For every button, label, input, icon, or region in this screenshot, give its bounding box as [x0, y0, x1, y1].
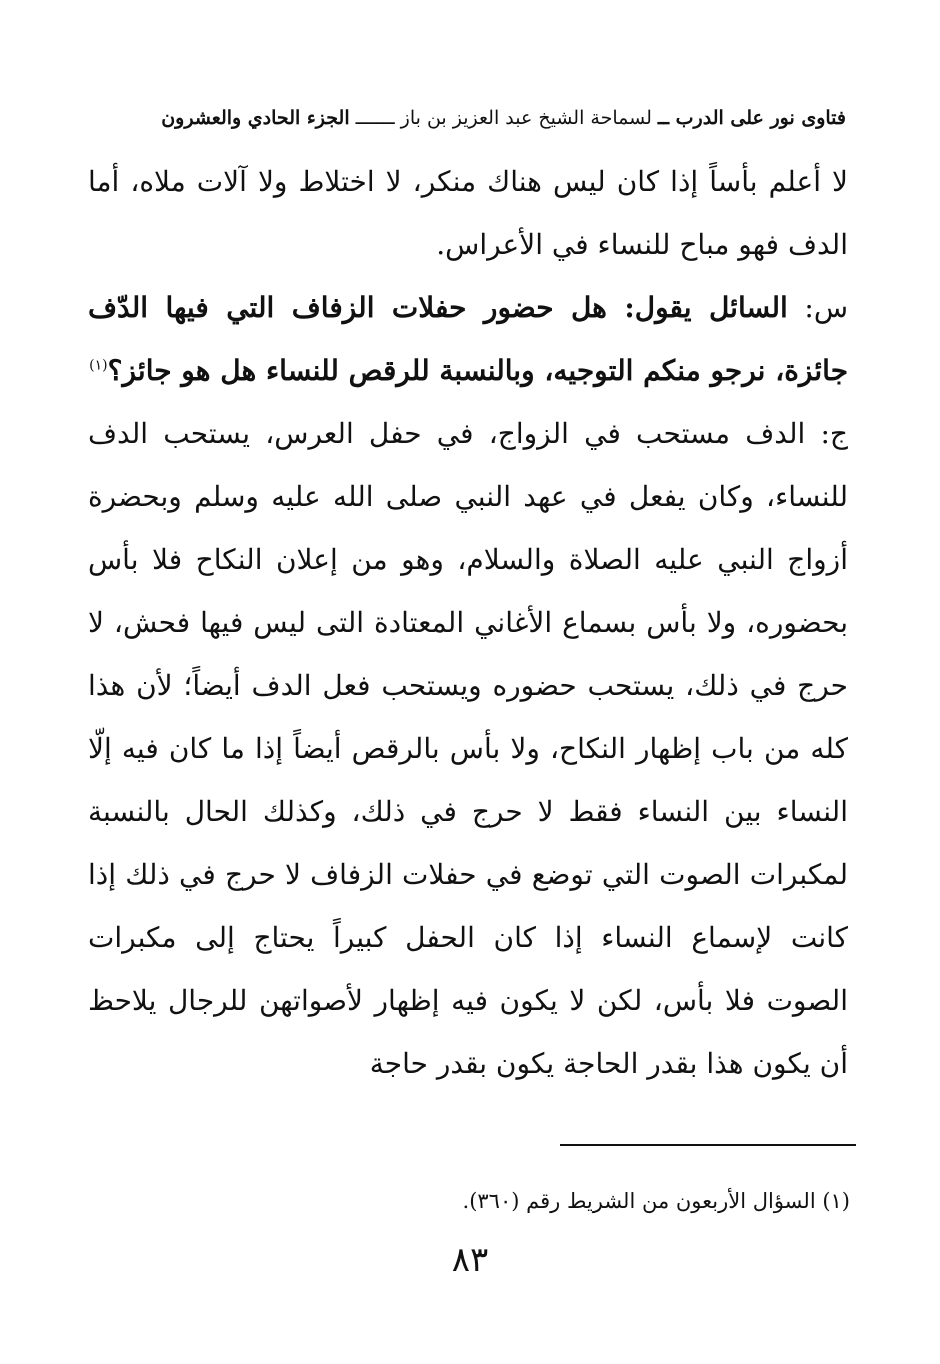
page-number: ٨٣	[451, 1240, 489, 1280]
running-header	[90, 104, 846, 132]
header-part: الجزء الحادي والعشرون	[161, 107, 350, 129]
footnote-divider	[560, 1144, 856, 1146]
footnote-reference: (١)	[89, 357, 108, 374]
paragraph-intro: لا أعلم بأساً إذا كان ليس هناك منكر، لا اختلاط ولا آلات ملاه، أما الدف فهو مباح للنساء في الأعراس.	[88, 165, 849, 261]
header-author: لسماحة الشيخ عبد العزيز بن باز ـــــــ	[349, 107, 658, 129]
main-text	[88, 150, 848, 1095]
question-prefix: س:	[787, 291, 849, 324]
question-text: السائل يقول: هل حضور حفلات الزفاف التي فيها الدّف جائزة، نرجو منكم التوجيه، وبالنسبة للرقص للنساء هل هو جائز؟	[88, 291, 848, 387]
header-book-title: فتاوى نور على الدرب ــ	[657, 107, 846, 129]
question-paragraph	[88, 276, 848, 402]
footnote: (١) السؤال الأربعون من الشريط رقم (٣٦٠).	[462, 1189, 850, 1213]
answer-paragraph: ج: الدف مستحب في الزواج، في حفل العرس، يستحب الدف للنساء، وكان يفعل في عهد النبي صلى الله عليه وسلم وبحضرة أزواج النبي عليه الصلاة والسلام، وهو من إعلان النكاح فلا بأس بحضوره، ولا بأس بسماع الأغاني المعتادة التى ليس فيها فحش، لا حرج في ذلك، يستحب حضوره ويستحب فعل الدف أيضاً؛ لأن هذا كله من باب إظهار النكاح، ولا بأس بالرقص أيضاً إذا ما كان فيه إلّا النساء بين النساء فقط لا حرج في ذلك، وكذلك الحال بالنسبة لمكبرات الصوت التي توضع في حفلات الزفاف لا حرج في ذلك إذا كانت لإسماع النساء إذا كان الحفل كبيراً يحتاج إلى مكبرات الصوت فلا بأس، لكن لا يكون فيه إظهار لأصواتهن للرجال يلاحظ أن يكون هذا بقدر الحاجة يكون بقدر حاجة	[88, 417, 848, 1080]
